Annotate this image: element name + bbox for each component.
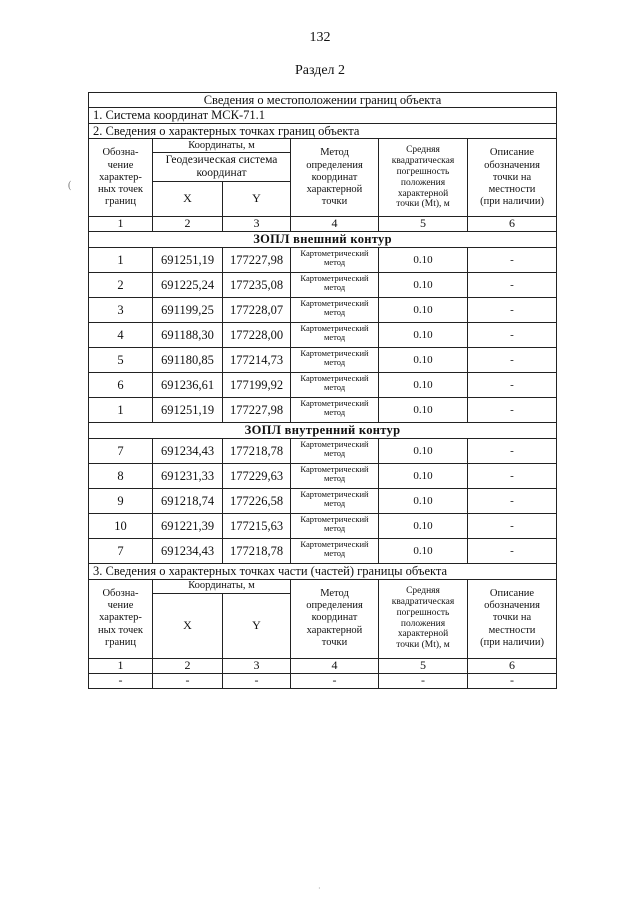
section-title: Раздел 2 (294, 63, 346, 78)
table-row (89, 489, 557, 514)
coord-x: 691180,85 (153, 348, 223, 373)
header-x: X (153, 593, 223, 658)
col-number: 3 (223, 658, 291, 673)
method-cell: Картометрический метод (291, 539, 379, 564)
part3-empty-row (89, 673, 557, 688)
part3-col-number-row (89, 658, 557, 673)
description-cell: - (468, 248, 557, 273)
table-row (89, 373, 557, 398)
header-accuracy: Средняя квадратическая погрешность положения характерной точки (Mt), м (379, 579, 468, 658)
coord-x: 691251,19 (153, 398, 223, 423)
col-number: 6 (468, 217, 557, 232)
point-id: 3 (89, 298, 153, 323)
point-id: 2 (89, 273, 153, 298)
part2-header-row-1 (89, 139, 557, 153)
col-number: 1 (89, 658, 153, 673)
table-title-row (89, 93, 557, 108)
col-number: 5 (379, 217, 468, 232)
description-cell: - (468, 298, 557, 323)
header-y: Y (223, 593, 291, 658)
description-cell: - (468, 323, 557, 348)
table-row (89, 323, 557, 348)
header-method: Метод определения координат характерной точки (291, 139, 379, 217)
coord-x: 691218,74 (153, 489, 223, 514)
method-cell: Картометрический метод (291, 464, 379, 489)
col-number: 6 (468, 658, 557, 673)
method-cell: Картометрический метод (291, 248, 379, 273)
coord-x: 691188,30 (153, 323, 223, 348)
page-number: 132 (309, 30, 331, 45)
accuracy-cell: 0.10 (379, 489, 468, 514)
contour-title: ЗОПЛ внутренний контур (89, 423, 557, 439)
coord-y: 177218,78 (223, 439, 291, 464)
accuracy-cell: 0.10 (379, 323, 468, 348)
description-cell: - (468, 539, 557, 564)
point-id: 1 (89, 398, 153, 423)
part3-title-row (89, 564, 557, 579)
coord-x: 691225,24 (153, 273, 223, 298)
table-row (89, 348, 557, 373)
empty-cell: - (223, 673, 291, 688)
description-cell: - (468, 373, 557, 398)
header-coords: Координаты, м (153, 139, 291, 153)
description-cell: - (468, 398, 557, 423)
header-description: Описание обозначения точки на местности (при наличии) (468, 579, 557, 658)
point-id: 8 (89, 464, 153, 489)
col-number: 2 (153, 658, 223, 673)
part2-title: 2. Сведения о характерных точках границ объекта (89, 123, 557, 138)
col-number: 4 (291, 658, 379, 673)
col-number: 2 (153, 217, 223, 232)
part2-col-number-row (89, 217, 557, 232)
point-id: 6 (89, 373, 153, 398)
accuracy-cell: 0.10 (379, 273, 468, 298)
method-cell: Картометрический метод (291, 298, 379, 323)
coord-y: 177235,08 (223, 273, 291, 298)
coord-x: 691234,43 (153, 439, 223, 464)
description-cell: - (468, 348, 557, 373)
table-title: Сведения о местоположении границ объекта (89, 93, 557, 108)
coord-x: 691221,39 (153, 514, 223, 539)
point-id: 5 (89, 348, 153, 373)
coord-y: 177226,58 (223, 489, 291, 514)
coord-system: 1. Система координат МСК-71.1 (89, 108, 557, 123)
method-cell: Картометрический метод (291, 273, 379, 298)
contour-title-row (89, 232, 557, 248)
accuracy-cell: 0.10 (379, 248, 468, 273)
table-row (89, 439, 557, 464)
coord-x: 691236,61 (153, 373, 223, 398)
part3-title: 3. Сведения о характерных точках части (частей) границы объекта (89, 564, 557, 579)
coord-y: 177215,63 (223, 514, 291, 539)
accuracy-cell: 0.10 (379, 348, 468, 373)
description-cell: - (468, 273, 557, 298)
coord-y: 177229,63 (223, 464, 291, 489)
part2-title-row (89, 123, 557, 138)
coord-x: 691199,25 (153, 298, 223, 323)
method-cell: Картометрический метод (291, 348, 379, 373)
point-id: 4 (89, 323, 153, 348)
contour-title: ЗОПЛ внешний контур (89, 232, 557, 248)
coord-x: 691251,19 (153, 248, 223, 273)
coord-y: 177227,98 (223, 248, 291, 273)
point-id: 7 (89, 439, 153, 464)
accuracy-cell: 0.10 (379, 298, 468, 323)
table-row (89, 464, 557, 489)
table-row (89, 539, 557, 564)
table-row (89, 298, 557, 323)
header-description: Описание обозначения точки на местности (при наличии) (468, 139, 557, 217)
coord-system-row (89, 108, 557, 123)
description-cell: - (468, 439, 557, 464)
table-row (89, 273, 557, 298)
method-cell: Картометрический метод (291, 514, 379, 539)
table-row (89, 514, 557, 539)
point-id: 7 (89, 539, 153, 564)
header-x: X (153, 182, 223, 217)
header-y: Y (223, 182, 291, 217)
accuracy-cell: 0.10 (379, 539, 468, 564)
method-cell: Картометрический метод (291, 398, 379, 423)
description-cell: - (468, 489, 557, 514)
accuracy-cell: 0.10 (379, 464, 468, 489)
accuracy-cell: 0.10 (379, 514, 468, 539)
col-number: 5 (379, 658, 468, 673)
accuracy-cell: 0.10 (379, 398, 468, 423)
col-number: 3 (223, 217, 291, 232)
method-cell: Картометрический метод (291, 489, 379, 514)
method-cell: Картометрический метод (291, 323, 379, 348)
empty-cell: - (468, 673, 557, 688)
coord-y: 177227,98 (223, 398, 291, 423)
table-row (89, 398, 557, 423)
header-method: Метод определения координат характерной точки (291, 579, 379, 658)
description-cell: - (468, 464, 557, 489)
contour-title-row (89, 423, 557, 439)
accuracy-cell: 0.10 (379, 373, 468, 398)
page-dot: · (318, 884, 321, 893)
coord-y: 177228,00 (223, 323, 291, 348)
description-cell: - (468, 514, 557, 539)
header-geodetic: Геодезическая система координат (153, 153, 291, 182)
part3-header-row-1 (89, 579, 557, 593)
empty-cell: - (153, 673, 223, 688)
empty-cell: - (291, 673, 379, 688)
boundary-table (88, 92, 557, 689)
point-id: 9 (89, 489, 153, 514)
table-row (89, 248, 557, 273)
header-accuracy: Средняя квадратическая погрешность положения характерной точки (Mt), м (379, 139, 468, 217)
coord-y: 177218,78 (223, 539, 291, 564)
header-coords: Координаты, м (153, 579, 291, 593)
coord-y: 177214,73 (223, 348, 291, 373)
coord-x: 691234,43 (153, 539, 223, 564)
empty-cell: - (89, 673, 153, 688)
table-body (89, 93, 557, 689)
point-id: 10 (89, 514, 153, 539)
accuracy-cell: 0.10 (379, 439, 468, 464)
method-cell: Картометрический метод (291, 439, 379, 464)
point-id: 1 (89, 248, 153, 273)
col-number: 1 (89, 217, 153, 232)
col-number: 4 (291, 217, 379, 232)
margin-mark: ( (68, 180, 72, 191)
empty-cell: - (379, 673, 468, 688)
coord-x: 691231,33 (153, 464, 223, 489)
header-point: Обозна- чение характер- ных точек границ (89, 139, 153, 217)
method-cell: Картометрический метод (291, 373, 379, 398)
coord-y: 177228,07 (223, 298, 291, 323)
header-point: Обозна- чение характер- ных точек границ (89, 579, 153, 658)
coord-y: 177199,92 (223, 373, 291, 398)
